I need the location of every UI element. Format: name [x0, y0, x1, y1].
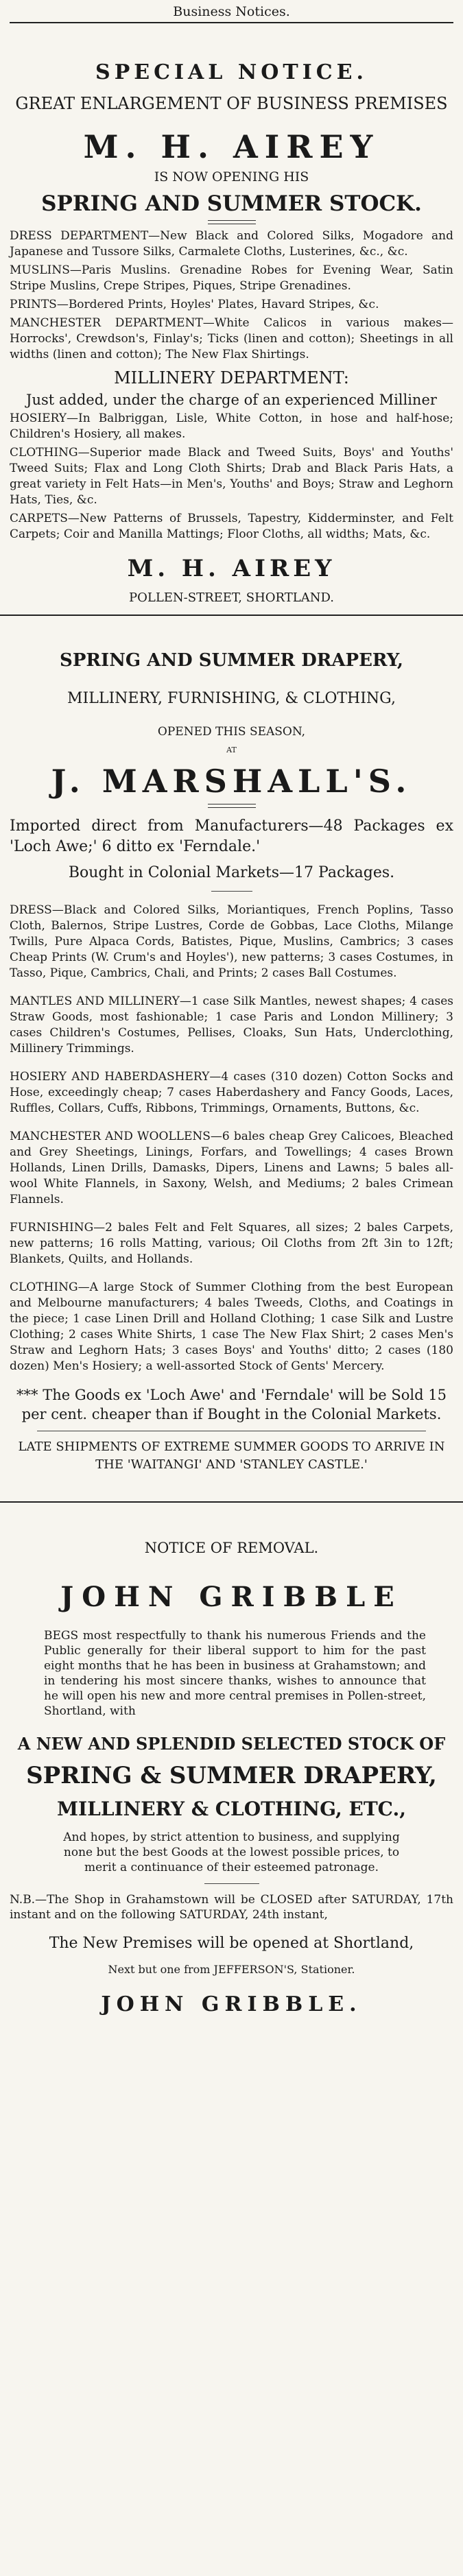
- gribble-hopes: And hopes, by strict attention to business, and supplying none but the best Goods at the lowest possible prices, to merit a continuance of their esteemed patronage.: [63, 1830, 400, 1874]
- marshall-dress: DRESS—Black and Colored Silks, Moriantiques, French Poplins, Tasso Cloth, Balernos, Stripe Lustres, Corde de Gobbas, Lace Cloths, Milange Twills, Pure Alpaca Cords, Batistes, Pique, Muslins, Cambrics; 3 cases Cheap Prints (W. Crum's and Hoyles'), new patterns; 3 cases Costumes, in Tasso, Pique, Cambrics, Chali, and Prints; 2 cases Ball Costumes.: [10, 903, 453, 980]
- airey-millinery-sub: Just added, under the charge of an experienced Milliner: [26, 392, 437, 408]
- divider: [204, 1883, 259, 1884]
- enlargement-line: GREAT ENLARGEMENT OF BUSINESS PREMISES: [15, 94, 448, 113]
- airey-muslins: MUSLINS—Paris Muslins. Grenadine Robes for Evening Wear, Satin Stripe Muslins, Crepe Stripes, Piques, Stripe Grenadines.: [10, 263, 453, 293]
- gribble-premises: The New Premises will be opened at Shortland,: [49, 1935, 414, 1952]
- marshall-sub: MILLINERY, FURNISHING, & CLOTHING,: [67, 690, 396, 707]
- marshall-clothing: CLOTHING—A large Stock of Summer Clothing from the best European and Melbourne manufacturers; 4 bales Tweeds, Cloths, and Coatings in the piece; 1 case Linen Drill and Holland Clothing; 1 case Silk and Lustre Clothing; 2 cases White Shirts, 1 case The New Flax Shirt; 2 cases Men's Straw and Leghorn Hats; 3 cases Boys' and Youths' ditto; 2 cases (180 dozen) Men's Hosiery; a well-assorted Stock of Gents' Mercery.: [10, 1280, 453, 1373]
- gribble-body: BEGS most respectfully to thank his numerous Friends and the Public generally for their liberal support to him for the past eight months that he has been in business at Grahamstown; and in tendering his most sincere thanks, wishes to announce that he will open his new and more central premises in Pollen-street, Shortland, with: [44, 1629, 426, 1718]
- special-notice: SPECIAL NOTICE.: [95, 60, 368, 84]
- divider: [208, 804, 256, 808]
- marshall-mantles: MANTLES AND MILLINERY—1 case Silk Mantles, newest shapes; 4 cases Straw Goods, most fashionable; 1 case Paris and London Millinery; 3 cases Children's Costumes, Pellises, Cloaks, Sun Hats, Underclothing, Millinery Trimmings.: [10, 994, 453, 1056]
- marshall-late: LATE SHIPMENTS OF EXTREME SUMMER GOODS TO ARRIVE IN THE 'WAITANGI' AND 'STANLEY CASTLE.': [18, 1440, 445, 1472]
- gribble-drapery: SPRING & SUMMER DRAPERY,: [26, 1762, 437, 1789]
- airey-prints: PRINTS—Bordered Prints, Hoyles' Plates, Havard Stripes, &c.: [10, 298, 379, 311]
- airey-address: POLLEN-STREET, SHORTLAND.: [129, 591, 334, 605]
- gribble-signature: JOHN GRIBBLE.: [101, 1992, 362, 2016]
- marshall-opened: OPENED THIS SEASON,: [157, 725, 306, 739]
- airey-stock: SPRING AND SUMMER STOCK.: [41, 191, 422, 216]
- airey-opening: IS NOW OPENING HIS: [154, 169, 309, 184]
- airey-name: M. H. AIREY: [83, 128, 380, 165]
- airey-dress: DRESS DEPARTMENT—New Black and Colored Silks, Mogadore and Japanese and Tussore Silks, Carmalete Cloths, Lusterines, &c., &c.: [10, 229, 453, 259]
- gribble-advert: [10, 1503, 453, 2016]
- gribble-removal: NOTICE OF REMOVAL.: [144, 1540, 319, 1556]
- gribble-name: JOHN GRIBBLE: [60, 1581, 403, 1613]
- airey-signature: M. H. AIREY: [127, 555, 336, 582]
- gribble-nb: N.B.—The Shop in Grahamstown will be CLOSED after SATURDAY, 17th instant and on the following SATURDAY, 24th instant,: [10, 1893, 453, 1922]
- marshall-at: AT: [226, 746, 237, 754]
- marshall-furnishing: FURNISHING—2 bales Felt and Felt Squares, all sizes; 2 bales Carpets, new patterns; 16 rolls Matting, various; Oil Cloths from 2ft 3in to 12ft; Blankets, Quilts, and Hollands.: [10, 1221, 453, 1266]
- marshall-note: *** The Goods ex 'Loch Awe' and 'Ferndale' will be Sold 15 per cent. cheaper than if Bought in the Colonial Markets.: [16, 1387, 447, 1422]
- marshall-title: SPRING AND SUMMER DRAPERY,: [60, 650, 403, 671]
- airey-clothing: CLOTHING—Superior made Black and Tweed Suits, Boys' and Youths' Tweed Suits; Flax and Long Cloth Shirts; Drab and Black Paris Hats, a great variety in Felt Hats—in Men's, Youths' and Boys; Straw and Leghorn Hats, Ties, &c.: [10, 446, 453, 507]
- divider: [208, 220, 256, 224]
- divider: [211, 891, 252, 892]
- gribble-new-stock: A NEW AND SPLENDID SELECTED STOCK OF: [17, 1734, 446, 1754]
- airey-millinery-head: MILLINERY DEPARTMENT:: [114, 368, 349, 387]
- marshall-imported: Imported direct from Manufacturers—48 Packages ex 'Loch Awe;' 6 ditto ex 'Ferndale.': [10, 818, 453, 855]
- marshall-name: J. MARSHALL'S.: [51, 763, 412, 800]
- gribble-millinery: MILLINERY & CLOTHING, ETC.,: [57, 1798, 406, 1820]
- airey-manchester: MANCHESTER DEPARTMENT—White Calicos in various makes—Horrocks', Crewdson's, Finlay's; Ticks (linen and cotton); Sheetings in all widths (linen and cotton); The New Flax Shirtings.: [10, 316, 453, 361]
- marshall-advert: [10, 616, 453, 1474]
- marshall-bought: Bought in Colonial Markets—17 Packages.: [68, 864, 395, 881]
- gribble-next: Next but one from JEFFERSON'S, Stationer.: [108, 1963, 355, 1976]
- marshall-manchester: MANCHESTER AND WOOLLENS—6 bales cheap Grey Calicoes, Bleached and Grey Sheetings, Linings, Forfars, and Towellings; 4 cases Brown Hollands, Linen Drills, Damasks, Dipers, Linens and Lawns; 5 bales all-wool White Flannels, in Saxony, Welsh, and Mediums; 2 bales Crimean Flannels.: [10, 1130, 453, 1206]
- airey-carpets: CARPETS—New Patterns of Brussels, Tapestry, Kidderminster, and Felt Carpets; Coir and Manilla Mattings; Floor Cloths, all widths; Mats, &c.: [10, 512, 453, 541]
- airey-advert: [10, 23, 453, 605]
- airey-hosiery: HOSIERY—In Balbriggan, Lisle, White Cotton, in hose and half-hose; Children's Hosiery, all makes.: [10, 412, 453, 441]
- column-header: Business Notices.: [10, 0, 453, 23]
- marshall-hosiery: HOSIERY AND HABERDASHERY—4 cases (310 dozen) Cotton Socks and Hose, exceedingly cheap; 7 cases Haberdashery and Fancy Goods, Laces, Ruffles, Collars, Cuffs, Ribbons, Trimmings, Ornaments, Buttons, &c.: [10, 1070, 453, 1115]
